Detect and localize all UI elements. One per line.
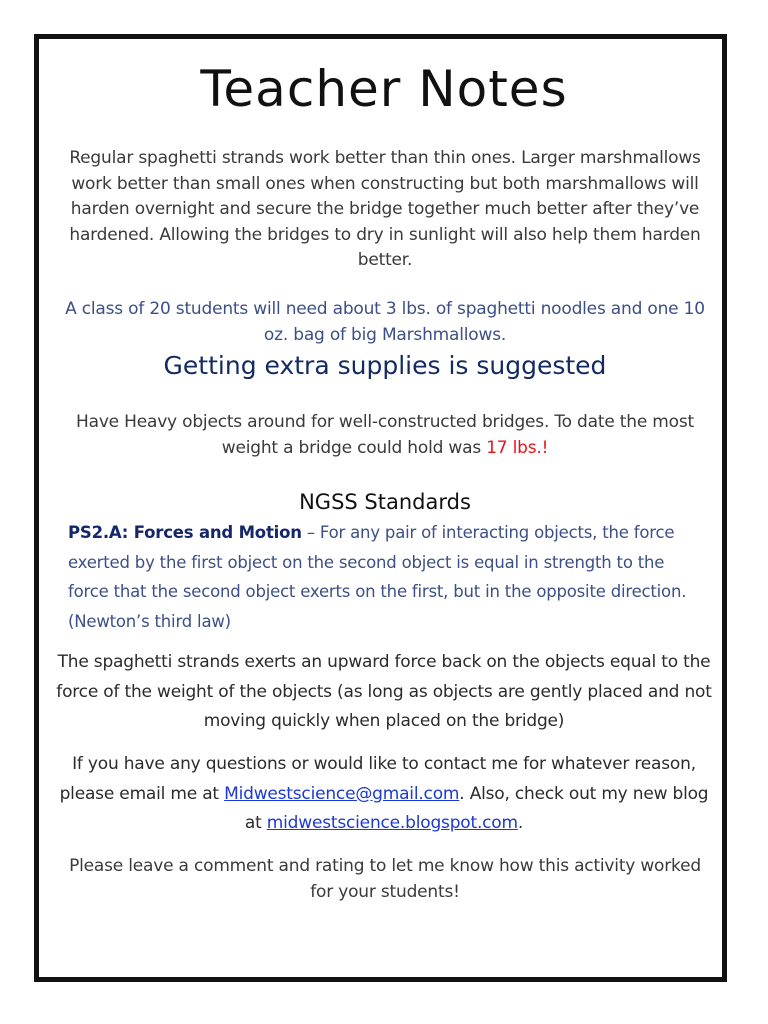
supplies-paragraph: A class of 20 students will need about 3 lbs. of spaghetti noodles and one 10 oz. bag of big Marshmallows. bbox=[65, 299, 705, 345]
blog-link[interactable]: midwestscience.blogspot.com bbox=[266, 813, 518, 833]
standard-label: PS2.A: Forces and Motion bbox=[68, 523, 302, 542]
intro-paragraph: Regular spaghetti strands work better than thin ones. Larger marshmallows work better than small ones when constructing but both marshmallows will harden overnight and secure the bridge together much better after they’ve hardened. Allowing the bridges to dry in sunlight will also help them harden better. bbox=[69, 148, 701, 270]
contact-paragraph bbox=[56, 750, 712, 839]
contact-text-between: . Also, check out my new blog at bbox=[244, 783, 709, 833]
extra-supplies-heading: Getting extra supplies is suggested bbox=[163, 351, 607, 380]
standard-description: – For any pair of interacting objects, the force exerted by the first object on the second object is equal in strength to the force that the second object exerts on the first, but in the opposite direction. (Newton’s third law) bbox=[68, 523, 687, 631]
email-link[interactable]: Midwestscience@gmail.com bbox=[224, 783, 460, 804]
max-weight-value: 17 lbs.! bbox=[486, 438, 549, 458]
heavy-objects-paragraph bbox=[60, 409, 710, 461]
comment-request-paragraph: Please leave a comment and rating to let me know how this activity worked for your students! bbox=[69, 856, 701, 902]
ngss-standards-heading: NGSS Standards bbox=[299, 490, 471, 514]
page-title: Teacher Notes bbox=[200, 60, 568, 118]
contact-text-before: If you have any questions or would like to contact me for whatever reason, please email me at bbox=[59, 754, 696, 804]
ngss-standard-paragraph bbox=[68, 518, 708, 636]
heavy-objects-text: Have Heavy objects around for well-constructed bridges. To date the most weight a bridge could hold was bbox=[76, 412, 694, 458]
contact-text-after: . bbox=[517, 813, 524, 833]
explanation-paragraph: The spaghetti strands exerts an upward force back on the objects equal to the force of the weight of the objects (as long as objects are gently placed and not moving quickly when placed on the bridge) bbox=[56, 652, 712, 731]
